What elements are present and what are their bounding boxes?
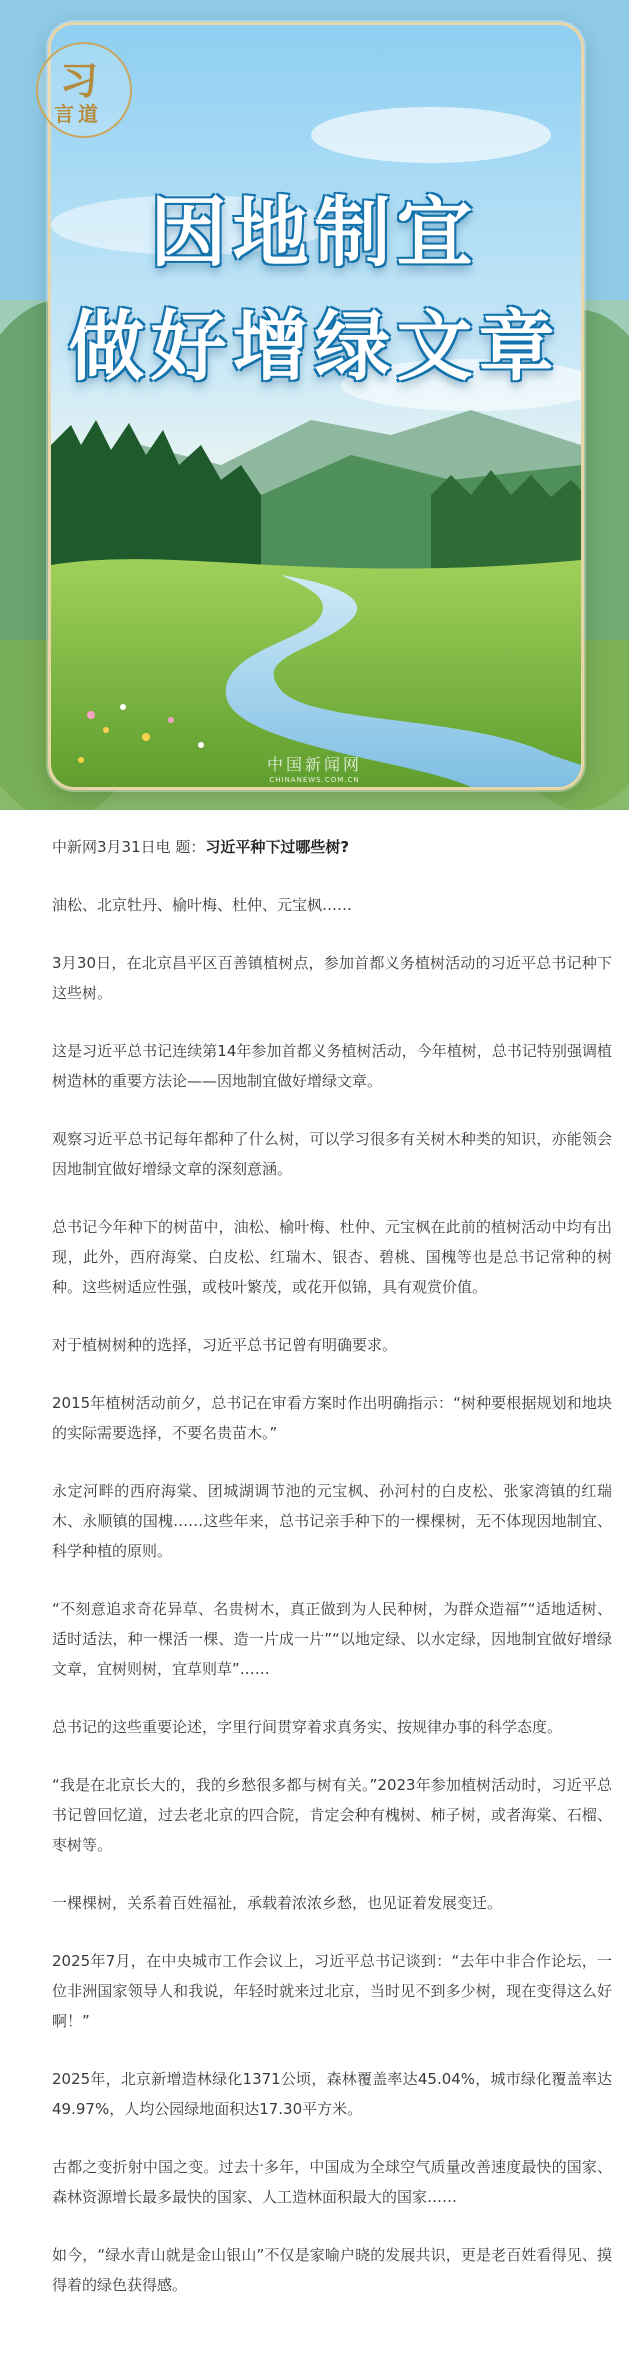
article-paragraph: 总书记今年种下的树苗中，油松、榆叶梅、杜仲、元宝枫在此前的植树活动中均有出现，此外，西府海棠、白皮松、红瑞木、银杏、碧桃、国槐等也是总书记常种的树种。这些树适应性强，或枝叶繁茂，或花开似锦，具有观赏价值。: [52, 1218, 612, 1296]
article-paragraph: 古都之变折射中国之变。过去十多年，中国成为全球空气质量改善速度最快的国家、森林资源增长最多最快的国家、人工造林面积最大的国家……: [52, 2158, 612, 2206]
hero-poster: [0, 0, 629, 810]
article-lead: [52, 832, 612, 862]
logo-bottom-chars: 言道: [54, 102, 102, 126]
logo-top-char: 习: [60, 58, 99, 103]
article-paragraph: 总书记的这些重要论述，字里行间贯穿着求真务实、按规律办事的科学态度。: [52, 1718, 563, 1736]
article-paragraph: 如今，“绿水青山就是金山银山”不仅是家喻户晓的发展共识，更是老百姓看得见、摸得着的绿色获得感。: [52, 2246, 612, 2294]
article-paragraph: 油松、北京牡丹、榆叶梅、杜仲、元宝枫……: [52, 896, 353, 914]
article-paragraph: 2025年7月，在中央城市工作会议上，习近平总书记谈到：“去年中非合作论坛，一位非洲国家领导人和我说，年轻时就来过北京，当时见不到多少树，现在变得这么好啊！”: [52, 1952, 612, 2030]
poster-headline-line2: 做好增绿文章: [68, 302, 561, 391]
article-paragraph: 2015年植树活动前夕，总书记在审看方案时作出明确指示：“树种要根据规划和地块的实际需要选择，不要名贵苗木。”: [52, 1394, 612, 1442]
article-paragraph: 一棵棵树，关系着百姓福祉，承载着浓浓乡愁，也见证着发展变迁。: [52, 1894, 503, 1912]
article-paragraph: 这是习近平总书记连续第14年参加首都义务植树活动，今年植树，总书记特别强调植树造林的重要方法论——因地制宜做好增绿文章。: [52, 1042, 612, 1090]
article-paragraph: 2025年，北京新增造林绿化1371公顷，森林覆盖率达45.04%，城市绿化覆盖率达49.97%，人均公园绿地面积达17.30平方米。: [52, 2070, 612, 2118]
article-paragraph: 永定河畔的西府海棠、团城湖调节池的元宝枫、孙河村的白皮松、张家湾镇的红瑞木、永顺镇的国槐……这些年来，总书记亲手种下的一棵棵树，无不体现因地制宜、科学种植的原则。: [52, 1482, 612, 1560]
article-paragraph: 3月30日，在北京昌平区百善镇植树点，参加首都义务植树活动的习近平总书记种下这些树。: [52, 954, 612, 1002]
chinanews-watermark: [0, 752, 629, 784]
article-paragraph: “我是在北京长大的，我的乡愁很多都与树有关。”2023年参加植树活动时，习近平总书记曾回忆道，过去老北京的四合院，肯定会种有槐树、柿子树，或者海棠、石榴、枣树等。: [52, 1776, 612, 1854]
watermark-cn: 中国新闻网: [266, 755, 362, 774]
poster-headline-line1: 因地制宜: [150, 188, 479, 277]
article-paragraph: 观察习近平总书记每年都种了什么树，可以学习很多有关树木种类的知识，亦能领会因地制宜做好增绿文章的深刻意涵。: [52, 1130, 612, 1178]
article-title: 习近平种下过哪些树?: [205, 838, 350, 856]
article-body: [52, 832, 612, 2328]
article-paragraph: 对于植树树种的选择，习近平总书记曾有明确要求。: [52, 1336, 398, 1354]
dateline: 中新网3月31日电 题：: [52, 838, 206, 856]
xi-yandao-logo: [30, 36, 138, 144]
watermark-en: CHINANEWS.COM.CN: [269, 776, 360, 784]
article-paragraph: “不刻意追求奇花异草、名贵树木，真正做到为人民种树，为群众造福”“适地适树、适时适法，种一棵活一棵、造一片成一片”“以地定绿、以水定绿，因地制宜做好增绿文章，宜树则树，宜草则草”……: [52, 1600, 612, 1678]
